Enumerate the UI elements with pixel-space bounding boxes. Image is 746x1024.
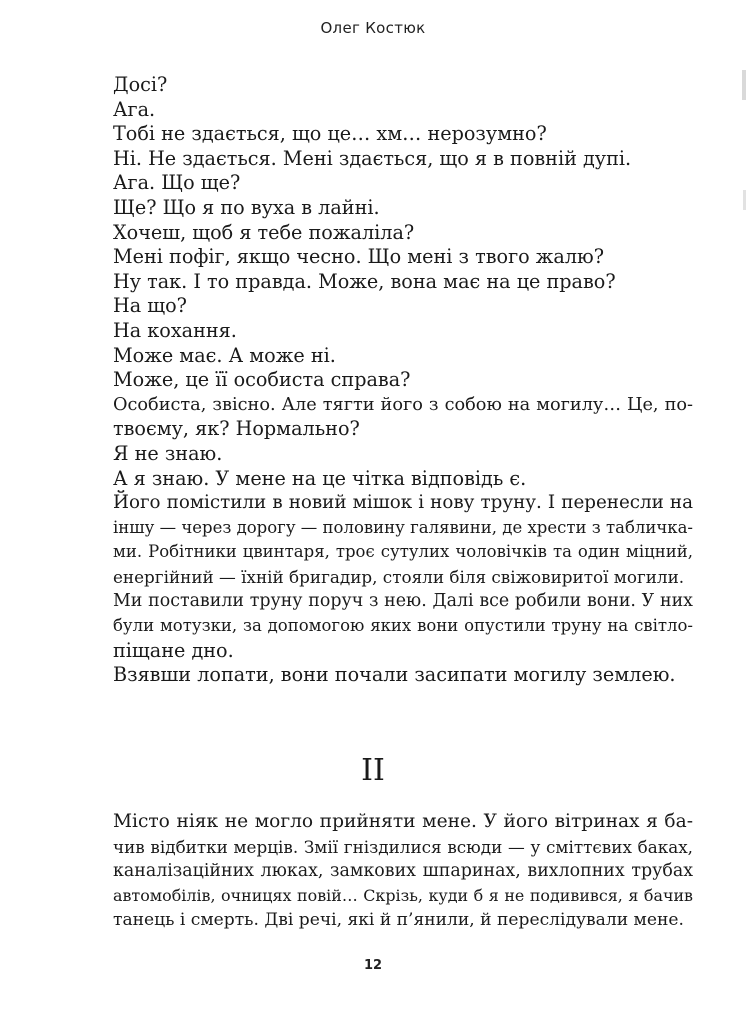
paragraph-line: автомобілів, очницях повій… Скрізь, куди б я не подивився, я бачив (113, 885, 693, 905)
paragraph-line: Місто ніяк не могло прийняти мене. У його вітринах я ба- (113, 811, 693, 832)
text-line: Хочеш, щоб я тебе пожаліла? (113, 220, 415, 244)
text-line: Ні. Не здається. Мені здається, що я в повній дупі. (113, 146, 632, 170)
text-line: Ага. Що ще? (113, 171, 241, 195)
text-line: Ну так. І то правда. Може, вона має на це право? (113, 269, 616, 293)
text-line: Я не знаю. (113, 441, 223, 465)
paragraph-line: Його помістили в новий мішок і нову труну. І перенесли на (113, 492, 693, 514)
text-line: Може має. А може ні. (113, 343, 336, 367)
text-line: На що? (113, 294, 187, 318)
text-line: Тобі не здається, що це… хм… нерозумно? (113, 122, 547, 146)
text-line: А я знаю. У мене на це чітка відповідь є. (113, 466, 527, 490)
text-line: Досі? (113, 73, 168, 96)
text-line: Взявши лопати, вони почали засипати могилу землею. (113, 663, 676, 687)
paragraph-line: танець і смерть. Дві речі, які й п’янили, й переслідували мене. (113, 910, 684, 931)
paragraph-line: твоєму, як? Нормально? (113, 417, 360, 441)
text-block-dialogue (113, 73, 693, 688)
section-heading: II (361, 753, 385, 788)
paragraph-line: Ми поставили труну поруч з нею. Далі все робили вони. У них (113, 591, 693, 612)
page-number: 12 (363, 958, 383, 973)
paragraph-line: чив відбитки мерців. Змії гніздилися всюди — у сміттєвих баках, (113, 836, 693, 857)
paragraph-line: іншу — через дорогу — половину галявини, де хрести з табличка- (113, 517, 693, 537)
paragraph-line: енергійний — їхній бригадир, стояли біля свіжовиритої могили. (113, 566, 685, 587)
text-line: Мені пофіг, якщо чесно. Що мені з твого жалю? (113, 245, 605, 269)
paragraph-line: були мотузки, за допомогою яких вони опустили труну на світло- (113, 616, 693, 636)
text-block-chapter (113, 810, 693, 933)
paragraph-line: каналізаційних люках, замкових шпаринах, вихлопних трубах (113, 861, 693, 882)
text-line: Ага. (113, 97, 156, 121)
text-line: Ще? Що я по вуха в лайні. (113, 195, 380, 219)
text-line: На кохання. (113, 318, 237, 342)
paragraph-line: ми. Робітники цвинтаря, троє сутулих чоловічків та один міцний, (113, 542, 693, 562)
page-edge-mark (742, 70, 746, 100)
text-line: Може, це її особиста справа? (113, 368, 411, 392)
paragraph-line: піщане дно. (113, 638, 234, 662)
running-header: Олег Костюк (320, 19, 426, 37)
paragraph-line: Особиста, звісно. Але тягти його з собою на могилу… Це, по- (113, 394, 693, 415)
